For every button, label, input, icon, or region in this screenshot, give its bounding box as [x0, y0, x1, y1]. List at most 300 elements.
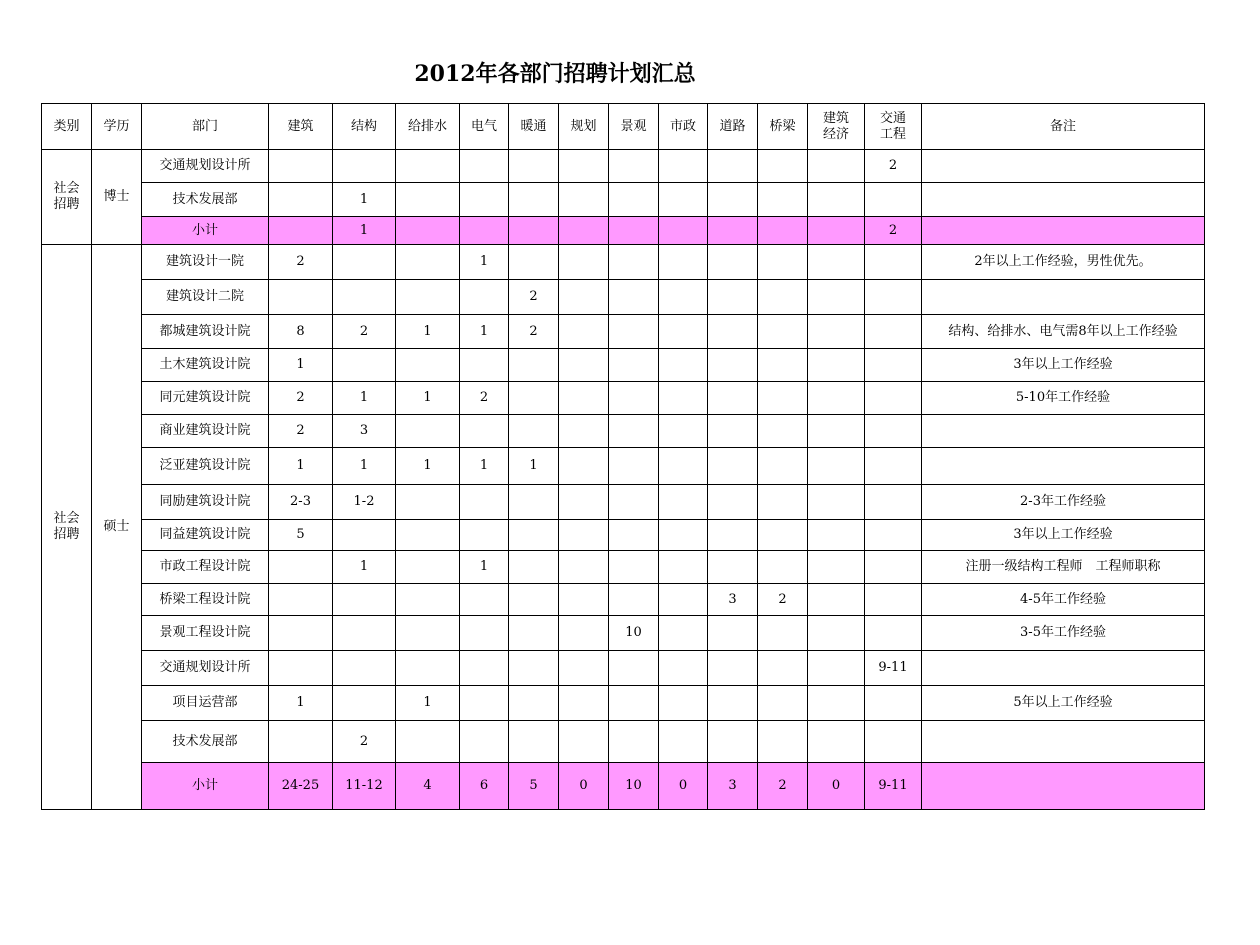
- remarks-cell: 3年以上工作经验: [922, 520, 1205, 551]
- electrical-cell: [460, 349, 509, 382]
- remarks-cell: [922, 150, 1205, 183]
- remarks-cell: 结构、给排水、电气需8年以上工作经验: [922, 315, 1205, 349]
- construction-economics-cell: [808, 485, 865, 520]
- structure-cell: [333, 686, 396, 721]
- traffic-engineering-cell: [865, 280, 922, 315]
- plumbing-cell: [396, 616, 460, 651]
- electrical-cell: [460, 584, 509, 616]
- planning-cell: [559, 280, 609, 315]
- electrical-cell: 1: [460, 448, 509, 485]
- road-cell: 3: [708, 584, 758, 616]
- planning-cell: [559, 551, 609, 584]
- bridge-cell: [758, 415, 808, 448]
- remarks-cell: [922, 721, 1205, 763]
- architecture-cell: 1: [269, 349, 333, 382]
- architecture-cell: 8: [269, 315, 333, 349]
- road-cell: [708, 315, 758, 349]
- architecture-cell: 5: [269, 520, 333, 551]
- electrical-cell: [460, 150, 509, 183]
- structure-cell: [333, 616, 396, 651]
- plumbing-cell: [396, 584, 460, 616]
- structure-cell: [333, 584, 396, 616]
- architecture-cell: 24-25: [269, 763, 333, 810]
- landscape-cell: [609, 551, 659, 584]
- road-cell: [708, 150, 758, 183]
- table-row: [42, 415, 1205, 448]
- hvac-cell: [509, 616, 559, 651]
- architecture-cell: 2: [269, 415, 333, 448]
- architecture-cell: 1: [269, 686, 333, 721]
- landscape-cell: [609, 150, 659, 183]
- hvac-cell: 2: [509, 280, 559, 315]
- department-cell: 交通规划设计所: [142, 150, 269, 183]
- remarks-cell: 3年以上工作经验: [922, 349, 1205, 382]
- planning-cell: [559, 616, 609, 651]
- department-cell: 商业建筑设计院: [142, 415, 269, 448]
- traffic-engineering-cell: [865, 315, 922, 349]
- table-row: [42, 485, 1205, 520]
- table-row: [42, 551, 1205, 584]
- header-construction-economics: 建筑 经济: [808, 104, 865, 150]
- landscape-cell: [609, 349, 659, 382]
- header-landscape: 景观: [609, 104, 659, 150]
- recruitment-table: [41, 103, 1205, 810]
- electrical-cell: 6: [460, 763, 509, 810]
- plumbing-cell: [396, 217, 460, 245]
- traffic-engineering-cell: [865, 183, 922, 217]
- table-row: [42, 280, 1205, 315]
- municipal-cell: [659, 315, 708, 349]
- bridge-cell: [758, 183, 808, 217]
- structure-cell: [333, 280, 396, 315]
- planning-cell: [559, 349, 609, 382]
- planning-cell: [559, 245, 609, 280]
- hvac-cell: [509, 651, 559, 686]
- remarks-cell: [922, 280, 1205, 315]
- municipal-cell: [659, 349, 708, 382]
- structure-cell: 3: [333, 415, 396, 448]
- road-cell: [708, 245, 758, 280]
- remarks-cell: 4-5年工作经验: [922, 584, 1205, 616]
- department-cell: 市政工程设计院: [142, 551, 269, 584]
- remarks-cell: [922, 448, 1205, 485]
- municipal-cell: [659, 183, 708, 217]
- header-structure: 结构: [333, 104, 396, 150]
- electrical-cell: [460, 721, 509, 763]
- plumbing-cell: [396, 721, 460, 763]
- electrical-cell: [460, 616, 509, 651]
- planning-cell: [559, 584, 609, 616]
- landscape-cell: [609, 415, 659, 448]
- table-row: [42, 686, 1205, 721]
- road-cell: [708, 349, 758, 382]
- remarks-cell: 3-5年工作经验: [922, 616, 1205, 651]
- electrical-cell: 1: [460, 315, 509, 349]
- remarks-cell: [922, 415, 1205, 448]
- bridge-cell: [758, 721, 808, 763]
- electrical-cell: [460, 415, 509, 448]
- landscape-cell: 10: [609, 616, 659, 651]
- architecture-cell: 1: [269, 448, 333, 485]
- structure-cell: 1: [333, 183, 396, 217]
- structure-cell: [333, 651, 396, 686]
- hvac-cell: [509, 150, 559, 183]
- bridge-cell: [758, 280, 808, 315]
- construction-economics-cell: [808, 315, 865, 349]
- bridge-cell: [758, 150, 808, 183]
- landscape-cell: [609, 721, 659, 763]
- hvac-cell: [509, 584, 559, 616]
- header-municipal: 市政: [659, 104, 708, 150]
- traffic-engineering-cell: [865, 485, 922, 520]
- department-cell: 泛亚建筑设计院: [142, 448, 269, 485]
- electrical-cell: [460, 485, 509, 520]
- table-row: [42, 721, 1205, 763]
- architecture-cell: 2: [269, 382, 333, 415]
- subtotal-label: 小计: [142, 217, 269, 245]
- municipal-cell: [659, 415, 708, 448]
- construction-economics-cell: [808, 651, 865, 686]
- plumbing-cell: 1: [396, 315, 460, 349]
- municipal-cell: [659, 616, 708, 651]
- traffic-engineering-cell: [865, 349, 922, 382]
- electrical-cell: [460, 217, 509, 245]
- municipal-cell: [659, 721, 708, 763]
- construction-economics-cell: [808, 686, 865, 721]
- municipal-cell: 0: [659, 763, 708, 810]
- header-plumbing: 给排水: [396, 104, 460, 150]
- road-cell: [708, 217, 758, 245]
- traffic-engineering-cell: [865, 382, 922, 415]
- hvac-cell: [509, 349, 559, 382]
- municipal-cell: [659, 245, 708, 280]
- department-cell: 技术发展部: [142, 721, 269, 763]
- hvac-cell: [509, 686, 559, 721]
- construction-economics-cell: [808, 183, 865, 217]
- electrical-cell: 1: [460, 551, 509, 584]
- traffic-engineering-cell: 2: [865, 217, 922, 245]
- plumbing-cell: [396, 551, 460, 584]
- table-row: [42, 520, 1205, 551]
- remarks-cell: 2年以上工作经验，男性优先。: [922, 245, 1205, 280]
- municipal-cell: [659, 686, 708, 721]
- municipal-cell: [659, 150, 708, 183]
- traffic-engineering-cell: 9-11: [865, 651, 922, 686]
- plumbing-cell: [396, 485, 460, 520]
- electrical-cell: [460, 520, 509, 551]
- department-cell: 桥梁工程设计院: [142, 584, 269, 616]
- table-row: [42, 448, 1205, 485]
- department-cell: 建筑设计一院: [142, 245, 269, 280]
- construction-economics-cell: 0: [808, 763, 865, 810]
- bridge-cell: [758, 520, 808, 551]
- department-cell: 项目运营部: [142, 686, 269, 721]
- electrical-cell: [460, 651, 509, 686]
- planning-cell: [559, 520, 609, 551]
- architecture-cell: [269, 551, 333, 584]
- road-cell: 3: [708, 763, 758, 810]
- hvac-cell: 1: [509, 448, 559, 485]
- plumbing-cell: [396, 150, 460, 183]
- landscape-cell: [609, 485, 659, 520]
- header-department: 部门: [142, 104, 269, 150]
- header-category: 类别: [42, 104, 92, 150]
- header-planning: 规划: [559, 104, 609, 150]
- road-cell: [708, 651, 758, 686]
- construction-economics-cell: [808, 584, 865, 616]
- architecture-cell: [269, 217, 333, 245]
- construction-economics-cell: [808, 280, 865, 315]
- construction-economics-cell: [808, 382, 865, 415]
- road-cell: [708, 280, 758, 315]
- construction-economics-cell: [808, 616, 865, 651]
- municipal-cell: [659, 280, 708, 315]
- hvac-cell: [509, 485, 559, 520]
- structure-cell: [333, 520, 396, 551]
- header-row: [42, 104, 1205, 150]
- remarks-cell: [922, 183, 1205, 217]
- department-cell: 同励建筑设计院: [142, 485, 269, 520]
- plumbing-cell: [396, 349, 460, 382]
- construction-economics-cell: [808, 448, 865, 485]
- traffic-engineering-cell: [865, 616, 922, 651]
- table-row: [42, 349, 1205, 382]
- table-row: [42, 183, 1205, 217]
- landscape-cell: [609, 651, 659, 686]
- construction-economics-cell: [808, 217, 865, 245]
- construction-economics-cell: [808, 349, 865, 382]
- remarks-cell: 5-10年工作经验: [922, 382, 1205, 415]
- electrical-cell: 2: [460, 382, 509, 415]
- hvac-cell: [509, 217, 559, 245]
- road-cell: [708, 485, 758, 520]
- construction-economics-cell: [808, 520, 865, 551]
- landscape-cell: [609, 217, 659, 245]
- road-cell: [708, 520, 758, 551]
- degree-cell: 博士: [92, 150, 142, 245]
- table-row: [42, 382, 1205, 415]
- structure-cell: 2: [333, 315, 396, 349]
- bridge-cell: [758, 448, 808, 485]
- structure-cell: 1-2: [333, 485, 396, 520]
- header-hvac: 暖通: [509, 104, 559, 150]
- table-row: [42, 315, 1205, 349]
- traffic-engineering-cell: 9-11: [865, 763, 922, 810]
- bridge-cell: 2: [758, 584, 808, 616]
- plumbing-cell: 1: [396, 686, 460, 721]
- planning-cell: [559, 150, 609, 183]
- plumbing-cell: [396, 651, 460, 686]
- municipal-cell: [659, 584, 708, 616]
- bridge-cell: [758, 485, 808, 520]
- traffic-engineering-cell: [865, 520, 922, 551]
- plumbing-cell: 1: [396, 382, 460, 415]
- hvac-cell: [509, 382, 559, 415]
- landscape-cell: 10: [609, 763, 659, 810]
- traffic-engineering-cell: [865, 721, 922, 763]
- planning-cell: [559, 415, 609, 448]
- planning-cell: [559, 485, 609, 520]
- hvac-cell: [509, 721, 559, 763]
- department-cell: 技术发展部: [142, 183, 269, 217]
- landscape-cell: [609, 245, 659, 280]
- header-electrical: 电气: [460, 104, 509, 150]
- planning-cell: [559, 721, 609, 763]
- municipal-cell: [659, 217, 708, 245]
- hvac-cell: [509, 415, 559, 448]
- remarks-cell: [922, 217, 1205, 245]
- remarks-cell: 5年以上工作经验: [922, 686, 1205, 721]
- bridge-cell: 2: [758, 763, 808, 810]
- remarks-cell: 注册一级结构工程师 工程师职称: [922, 551, 1205, 584]
- landscape-cell: [609, 584, 659, 616]
- traffic-engineering-cell: [865, 584, 922, 616]
- architecture-cell: 2-3: [269, 485, 333, 520]
- electrical-cell: [460, 183, 509, 217]
- construction-economics-cell: [808, 721, 865, 763]
- road-cell: [708, 183, 758, 217]
- table-row: [42, 245, 1205, 280]
- road-cell: [708, 382, 758, 415]
- municipal-cell: [659, 382, 708, 415]
- bridge-cell: [758, 686, 808, 721]
- header-bridge: 桥梁: [758, 104, 808, 150]
- landscape-cell: [609, 315, 659, 349]
- structure-cell: [333, 150, 396, 183]
- hvac-cell: [509, 183, 559, 217]
- planning-cell: [559, 651, 609, 686]
- municipal-cell: [659, 485, 708, 520]
- header-road: 道路: [708, 104, 758, 150]
- plumbing-cell: [396, 183, 460, 217]
- road-cell: [708, 415, 758, 448]
- electrical-cell: [460, 686, 509, 721]
- architecture-cell: [269, 616, 333, 651]
- architecture-cell: [269, 651, 333, 686]
- architecture-cell: [269, 584, 333, 616]
- department-cell: 同益建筑设计院: [142, 520, 269, 551]
- landscape-cell: [609, 520, 659, 551]
- plumbing-cell: [396, 415, 460, 448]
- bridge-cell: [758, 651, 808, 686]
- municipal-cell: [659, 448, 708, 485]
- traffic-engineering-cell: [865, 551, 922, 584]
- architecture-cell: [269, 183, 333, 217]
- bridge-cell: [758, 245, 808, 280]
- plumbing-cell: 4: [396, 763, 460, 810]
- bridge-cell: [758, 382, 808, 415]
- construction-economics-cell: [808, 415, 865, 448]
- category-cell: 社会 招聘: [42, 150, 92, 245]
- header-architecture: 建筑: [269, 104, 333, 150]
- planning-cell: [559, 448, 609, 485]
- electrical-cell: 1: [460, 245, 509, 280]
- bridge-cell: [758, 551, 808, 584]
- bridge-cell: [758, 616, 808, 651]
- planning-cell: [559, 382, 609, 415]
- structure-cell: 2: [333, 721, 396, 763]
- plumbing-cell: 1: [396, 448, 460, 485]
- header-remarks: 备注: [922, 104, 1205, 150]
- construction-economics-cell: [808, 150, 865, 183]
- department-cell: 交通规划设计所: [142, 651, 269, 686]
- department-cell: 都城建筑设计院: [142, 315, 269, 349]
- category-cell: 社会 招聘: [42, 245, 92, 810]
- landscape-cell: [609, 448, 659, 485]
- table-row: [42, 651, 1205, 686]
- structure-cell: 1: [333, 551, 396, 584]
- bridge-cell: [758, 315, 808, 349]
- electrical-cell: [460, 280, 509, 315]
- architecture-cell: [269, 721, 333, 763]
- remarks-cell: [922, 763, 1205, 810]
- structure-cell: 1: [333, 382, 396, 415]
- structure-cell: 1: [333, 448, 396, 485]
- hvac-cell: [509, 551, 559, 584]
- remarks-cell: 2-3年工作经验: [922, 485, 1205, 520]
- structure-cell: [333, 245, 396, 280]
- road-cell: [708, 721, 758, 763]
- subtotal-row: [42, 217, 1205, 245]
- architecture-cell: [269, 150, 333, 183]
- road-cell: [708, 551, 758, 584]
- planning-cell: [559, 315, 609, 349]
- traffic-engineering-cell: [865, 245, 922, 280]
- remarks-cell: [922, 651, 1205, 686]
- hvac-cell: [509, 245, 559, 280]
- bridge-cell: [758, 349, 808, 382]
- landscape-cell: [609, 280, 659, 315]
- hvac-cell: 2: [509, 315, 559, 349]
- table-row: [42, 584, 1205, 616]
- structure-cell: 1: [333, 217, 396, 245]
- traffic-engineering-cell: [865, 415, 922, 448]
- road-cell: [708, 448, 758, 485]
- structure-cell: 11-12: [333, 763, 396, 810]
- architecture-cell: [269, 280, 333, 315]
- planning-cell: [559, 686, 609, 721]
- header-traffic-engineering: 交通 工程: [865, 104, 922, 150]
- table-row: [42, 150, 1205, 183]
- header-degree: 学历: [92, 104, 142, 150]
- landscape-cell: [609, 686, 659, 721]
- municipal-cell: [659, 551, 708, 584]
- road-cell: [708, 616, 758, 651]
- plumbing-cell: [396, 280, 460, 315]
- planning-cell: [559, 217, 609, 245]
- planning-cell: [559, 183, 609, 217]
- traffic-engineering-cell: 2: [865, 150, 922, 183]
- architecture-cell: 2: [269, 245, 333, 280]
- subtotal-label: 小计: [142, 763, 269, 810]
- hvac-cell: [509, 520, 559, 551]
- construction-economics-cell: [808, 245, 865, 280]
- landscape-cell: [609, 183, 659, 217]
- department-cell: 土木建筑设计院: [142, 349, 269, 382]
- traffic-engineering-cell: [865, 686, 922, 721]
- plumbing-cell: [396, 520, 460, 551]
- municipal-cell: [659, 651, 708, 686]
- department-cell: 景观工程设计院: [142, 616, 269, 651]
- department-cell: 同元建筑设计院: [142, 382, 269, 415]
- table-row: [42, 616, 1205, 651]
- bridge-cell: [758, 217, 808, 245]
- department-cell: 建筑设计二院: [142, 280, 269, 315]
- degree-cell: 硕士: [92, 245, 142, 810]
- planning-cell: 0: [559, 763, 609, 810]
- sheet-title: 2012年各部门招聘计划汇总: [414, 61, 696, 87]
- construction-economics-cell: [808, 551, 865, 584]
